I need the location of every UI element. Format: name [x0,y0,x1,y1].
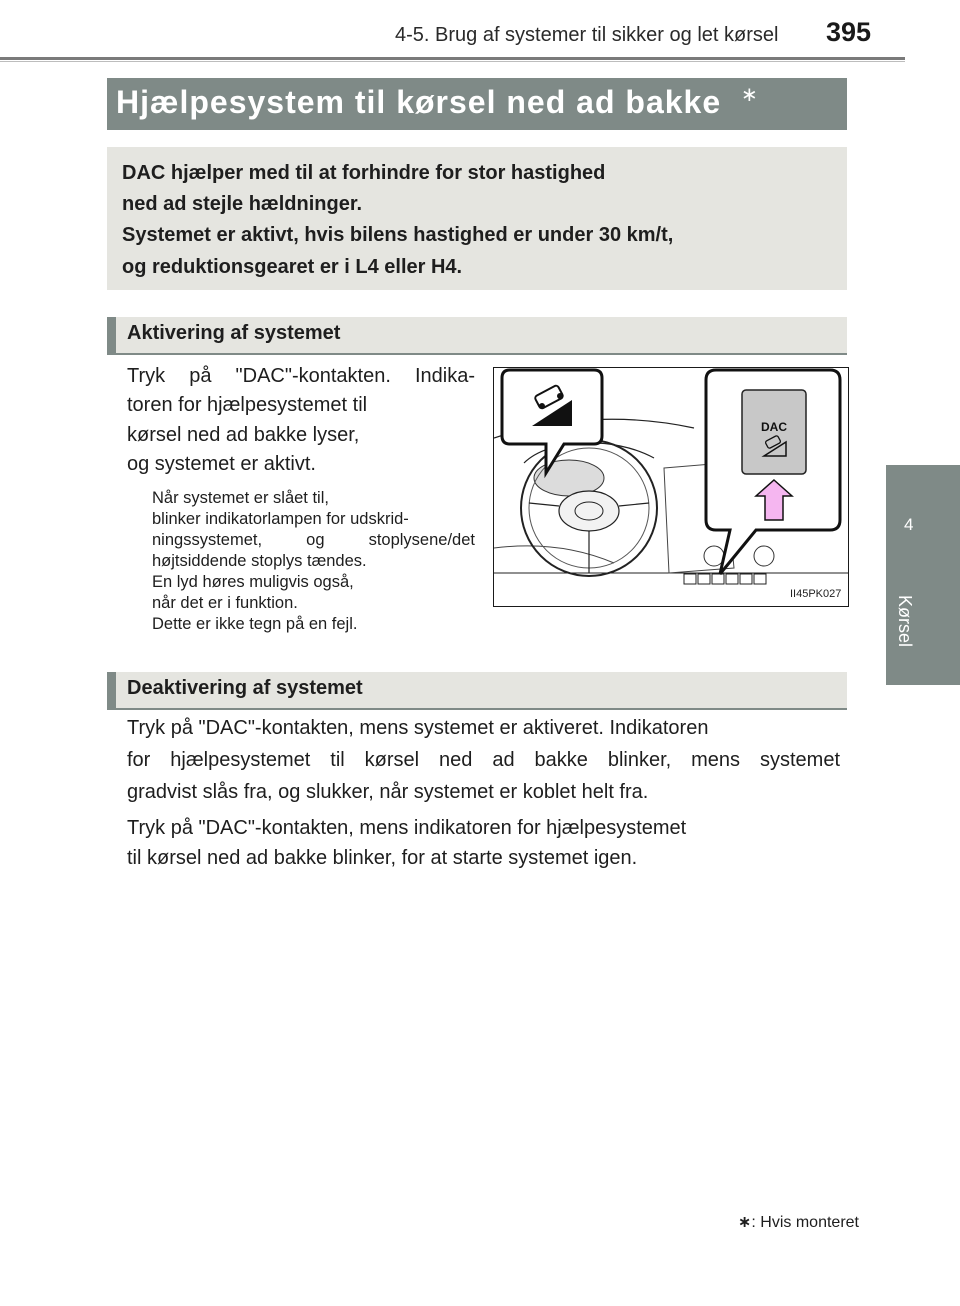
activation-line: Tryk på "DAC"-kontakten. Indika- [127,365,475,387]
dashboard-drawing [494,368,848,606]
deactivation-line: Tryk på "DAC"-kontakten, mens indikatoren for hjælpesystemet [127,817,687,839]
footnote [738,1212,859,1232]
activation-note-line: højtsiddende stoplys tændes. [152,552,367,570]
deactivation-line: Tryk på "DAC"-kontakten, mens systemet er aktiveret. Indikatoren [127,717,709,739]
dashboard-illustration [493,367,849,607]
section-heading-activation [107,317,847,355]
section-heading-bar [107,672,116,710]
activation-line: kørsel ned ad bakke lyser, [127,424,360,446]
activation-note-line: En lyd høres muligvis også, [152,573,354,591]
intro-line: DAC hjælper med til at forhindre for stor hastighed [122,162,606,184]
section-heading-text: Deaktivering af systemet [127,677,363,699]
activation-line: toren for hjælpesystemet til [127,394,368,416]
page-number: 395 [826,17,872,47]
page-title: Hjælpesystem til kørsel ned ad bakke [116,84,722,120]
chapter-side-tab [886,465,960,685]
intro-line: og reduktionsgearet er i L4 eller H4. [122,256,463,278]
footnote-text: : Hvis monteret [751,1214,859,1231]
footnote-mark: ∗ [738,1214,752,1231]
activation-line: og systemet er aktivt. [127,453,316,475]
deactivation-line: gradvist slås fra, og slukker, når systemet er koblet helt fra. [127,781,649,803]
deactivation-line: for hjælpesystemet til kørsel ned ad bakke blinker, mens systemet [127,749,840,771]
figure-code: II45PK027 [790,588,842,600]
intro-line: ned ad stejle hældninger. [122,193,363,215]
activation-note-line: Dette er ikke tegn på en fejl. [152,615,358,633]
intro-line: Systemet er aktivt, hvis bilens hastighed er under 30 km/t, [122,224,674,246]
section-heading-deactivation [107,672,847,710]
chapter-label: Kørsel [895,595,915,648]
activation-note-line: når det er i funktion. [152,594,298,612]
header-section-title: 4-5. Brug af systemer til sikker og let kørsel [395,24,779,46]
title-asterisk: ∗ [741,84,758,106]
header-divider-thin [0,61,905,62]
header-divider [0,57,905,60]
chapter-number: 4 [904,515,914,534]
activation-note-line: ningssystemet, og stoplysene/det [152,531,475,549]
dac-button-label: DAC [761,420,787,434]
deactivation-line: til kørsel ned ad bakke blinker, for at starte systemet igen. [127,847,638,869]
activation-note-line: Når systemet er slået til, [152,489,329,507]
section-heading-bar [107,317,116,355]
activation-note-line: blinker indikatorlampen for udskrid- [152,510,409,528]
section-heading-text: Aktivering af systemet [127,322,341,344]
